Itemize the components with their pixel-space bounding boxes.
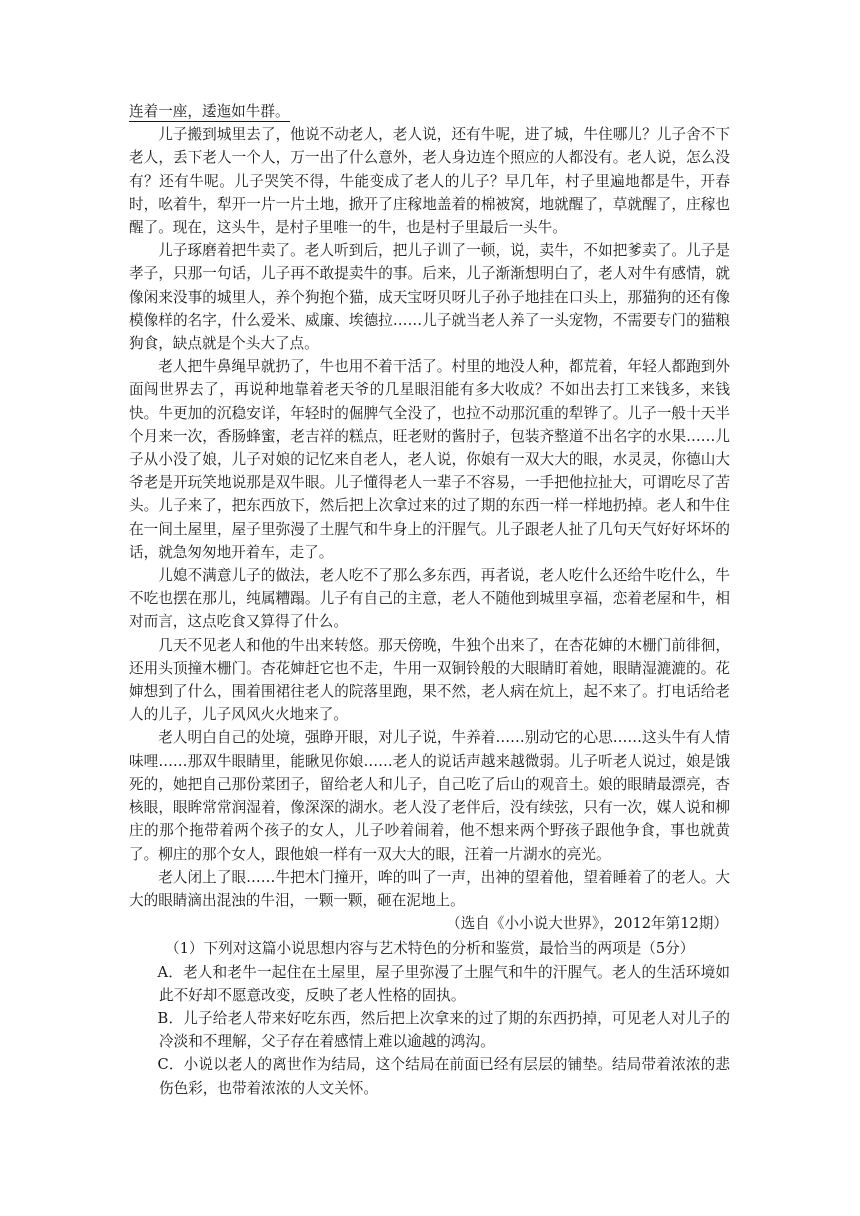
option-c: C．小说以老人的离世作为结局，这个结局在前面已经有层层的铺垫。结局带着浓浓的悲伤色彩，也带着浓浓的人文关怀。 — [157, 1056, 730, 1097]
paragraph-7: 老人闭上了眼……牛把木门撞开，哞的叫了一声，出神的望着他，望着睡着了的老人。大大的眼睛滴出混浊的牛泪，一颗一颗，砸在泥地上。 — [129, 868, 730, 909]
option-b: B．儿子给老人带来好吃东西，然后把上次拿来的过了期的东西扔掉，可见老人对儿子的冷淡和不理解，父子存在着感情上难以逾越的鸿沟。 — [157, 1009, 730, 1051]
paragraph-3: 老人把牛鼻绳早就扔了，牛也用不着干活了。村里的地没人种，都荒着，年轻人都跑到外面闯世界去了，再说种地靠着老天爷的几星眼泪能有多大收成？不如出去打工来钱多，来钱快。牛更加的沉稳安详，年轻时的倔脾气全没了，也拉不动那沉重的犁铧了。儿子一般十天半个月来一次，香肠蜂蜜，老吉祥的糕点，旺老财的酱肘子，包装齐整道不出名字的水果……儿子从小没了娘，儿子对娘的记忆来自老人，老人说，你娘有一双大大的眼，水灵灵，你德山大爷老是开玩笑地说那是双牛眼。儿子懂得老人一辈子不容易，一手把他拉扯大，可谓吃尽了苦头。儿子来了，把东西放下，然后把上次拿过来的过了期的东西一样一样地扔掉。老人和牛住在一间土屋里，屋子里弥漫了土腥气和牛身上的汗腥气。儿子跟老人扯了几句天气好好坏坏的话，就急匆匆地开着车，走了。 — [129, 358, 730, 561]
question-1: （1）下列对这篇小说思想内容与艺术特色的分析和鉴赏，最恰当的两项是（5分） — [165, 940, 695, 958]
lead-line — [129, 100, 730, 123]
paragraph-2: 儿子琢磨着把牛卖了。老人听到后，把儿子训了一顿，说，卖牛，不如把爹卖了。儿子是孝子，只那一句话，儿子再不敢提卖牛的事。后来，儿子渐渐想明白了，老人对牛有感情，就像闲来没事的城里人，养个狗抱个猫，成天宝呀贝呀儿子孙子地挂在口头上，那猫狗的还有像模像样的名字，什么爱米、威廉、埃德拉……儿子就当老人养了一头宠物，不需要专门的猫粮狗食，缺点就是个头大了点。 — [129, 242, 730, 353]
lead-line-text: 连着一座，逶迤如牛群。 — [129, 103, 290, 120]
option-a: A．老人和老牛一起住在土屋里，屋子里弥漫了土腥气和牛的汗腥气。老人的生活环境如此不好却不愿意改变，反映了老人性格的固执。 — [157, 963, 730, 1004]
source-citation: （选自《小小说大世界》，2012年第12期） — [446, 915, 728, 933]
paragraph-6: 老人明白自己的处境，强睁开眼，对儿子说，牛养着……别动它的心思……这头牛有人情味哩……那双牛眼睛里，能瞅见你娘……老人的说话声越来越微弱。儿子听老人说过，娘是饿死的，她把自己那份菜团子，留给老人和儿子，自己吃了后山的观音土。娘的眼睛最漂亮，杏核眼，眼眸常常润湿着，像深深的湖水。老人没了老伴后，没有续弦，只有一次，媒人说和柳庄的那个拖带着两个孩子的女人，儿子吵着闹着，他不想来两个野孩子跟他争食，事也就黄了。柳庄的那个女人，跟他娘一样有一双大大的眼，汪着一片湖水的亮光。 — [129, 729, 730, 863]
document-page — [129, 100, 730, 1100]
paragraph-4: 儿媳不满意儿子的做法，老人吃不了那么多东西，再者说，老人吃什么还给牛吃什么，牛不吃也摆在那儿，纯属糟蹋。儿子有自己的主意，老人不随他到城里享福，恋着老屋和牛，相对而言，这点吃食又算得了什么。 — [129, 567, 730, 631]
paragraph-5: 几天不见老人和他的牛出来转悠。那天傍晚，牛独个出来了，在杏花婶的木栅门前徘徊，还用头顶撞木栅门。杏花婶赶它也不走，牛用一双铜铃般的大眼睛盯着她，眼睛湿漉漉的。花婶想到了什么，围着围裙往老人的院落里跑，果不然，老人病在炕上，起不来了。打电话给老人的儿子，儿子风风火火地来了。 — [129, 636, 730, 724]
paragraph-1: 儿子搬到城里去了，他说不动老人，老人说，还有牛呢，进了城，牛住哪儿？儿子舍不下老人，丢下老人一个人，万一出了什么意外，老人身边连个照应的人都没有。老人说，怎么没有？还有牛呢。儿子哭笑不得，牛能变成了老人的儿子？早几年，村子里遍地都是牛，开春时，吆着牛，犁开一片一片土地，掀开了庄稼地盖着的棉被窝，地就醒了，草就醒了，庄稼也醒了。现在，这头牛，是村子里唯一的牛，也是村子里最后一头牛。 — [129, 126, 730, 237]
